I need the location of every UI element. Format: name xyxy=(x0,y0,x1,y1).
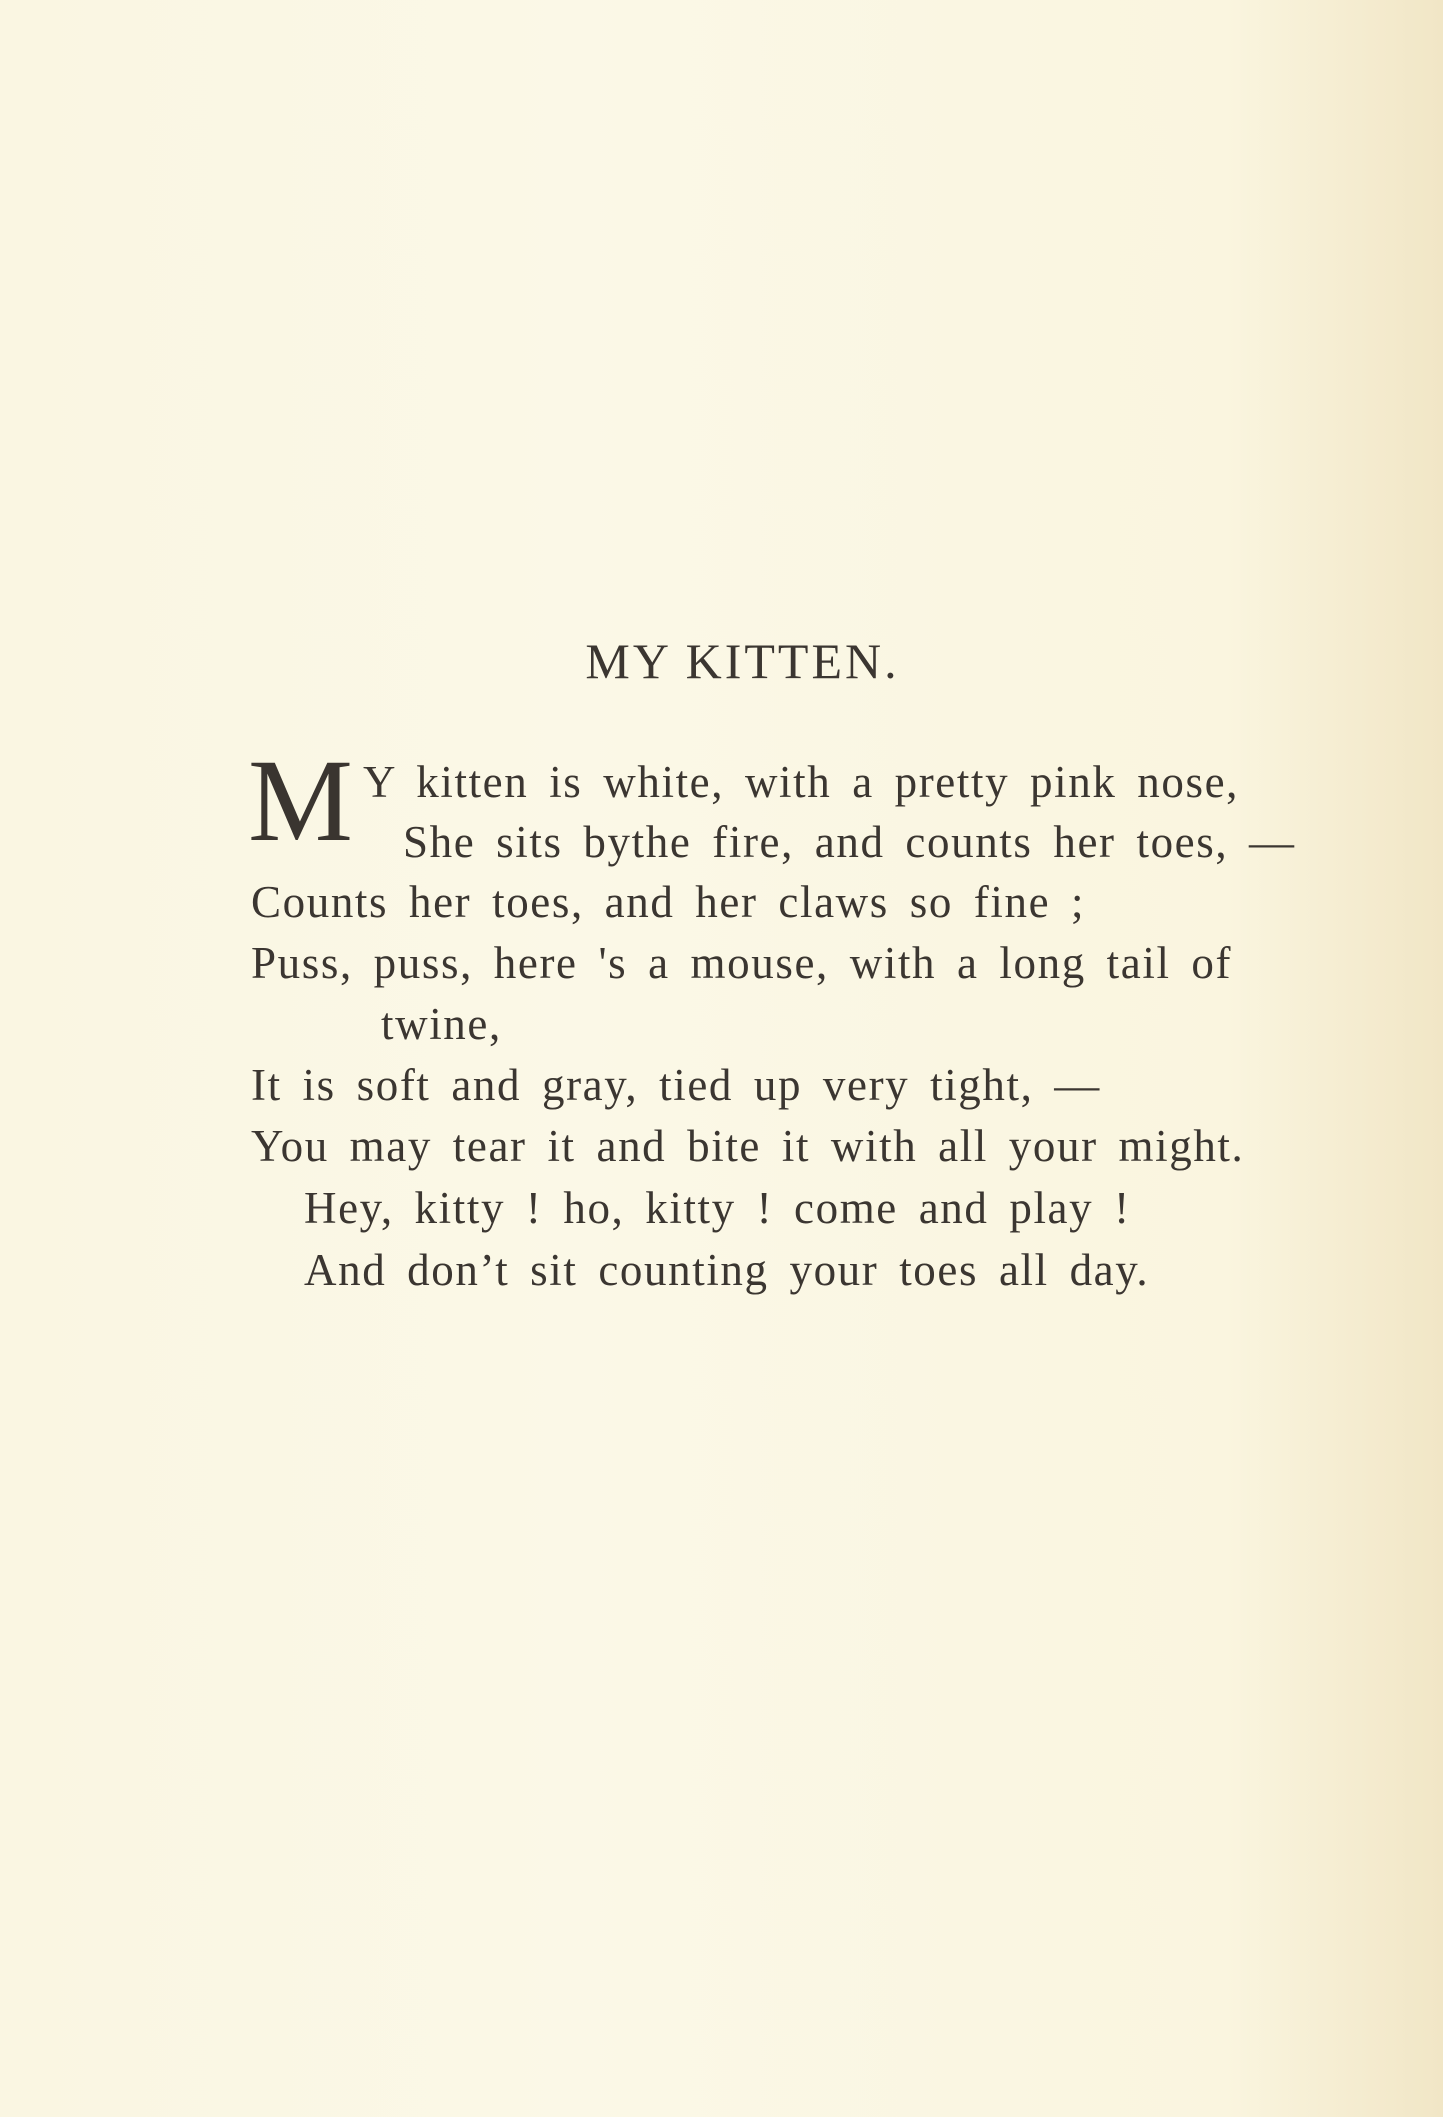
poem-line: Counts her toes, and her claws so fine ; xyxy=(251,877,1086,927)
poem-line: And don’t sit counting your toes all day. xyxy=(304,1245,1150,1295)
poem-line: You may tear it and bite it with all your might. xyxy=(251,1121,1245,1171)
poem-line: Puss, puss, here 's a mouse, with a long tail of xyxy=(251,938,1233,988)
poem-line: Hey, kitty ! ho, kitty ! come and play ! xyxy=(304,1183,1131,1233)
poem-line: She sits bythe fire, and counts her toes, — xyxy=(403,817,1296,867)
poem-line: twine, xyxy=(381,999,502,1049)
poem-line: It is soft and gray, tied up very tight, — xyxy=(251,1060,1101,1110)
drop-cap-initial: M xyxy=(248,735,353,866)
poem-title: MY KITTEN. xyxy=(585,633,900,689)
poem-line: Y kitten is white, with a pretty pink nose, xyxy=(363,757,1240,807)
